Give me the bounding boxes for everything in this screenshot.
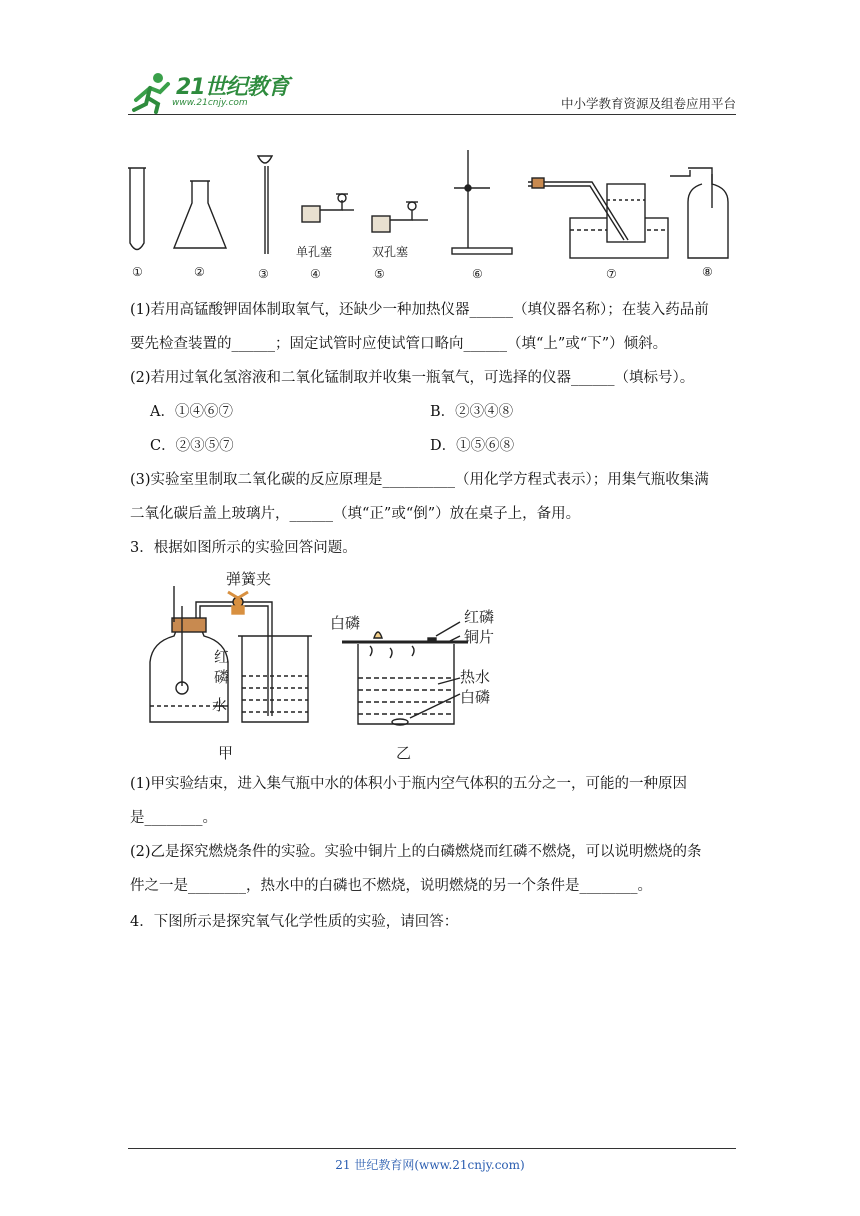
footer-divider	[128, 1148, 736, 1149]
beaker-jia-icon	[242, 636, 308, 722]
label-red-p-top: 红磷	[464, 608, 495, 626]
q2-option-d[interactable]: D．①⑤⑥⑧	[430, 438, 515, 454]
apparatus-label-3: ③	[258, 267, 269, 281]
spring-clamp-icon	[228, 592, 248, 614]
apparatus-figure	[122, 148, 742, 288]
label-hot-water: 热水	[460, 668, 491, 686]
q2-option-c[interactable]: C．②③⑤⑦	[150, 438, 234, 454]
gas-bottle-icon	[688, 168, 728, 258]
apparatus-label-1: ①	[132, 265, 143, 279]
single-stopper-name: 单孔塞	[296, 245, 333, 259]
label-red-p-2: 磷	[214, 668, 230, 686]
label-white-p-top: 白磷	[330, 614, 361, 632]
label-water: 水	[212, 696, 228, 714]
flame-icon	[374, 632, 382, 638]
logo-text: 21世纪教育	[176, 75, 289, 100]
q3-part1-line1: (1)甲实验结束，进入集气瓶中水的体积小于瓶内空气体积的五分之一，可能的一种原因	[130, 776, 688, 792]
double-hole-stopper-icon	[372, 216, 390, 232]
q4-title: 4．下图所示是探究氧气化学性质的实验，请回答：	[130, 914, 459, 930]
header-divider	[128, 114, 736, 115]
conical-flask-icon	[174, 181, 226, 248]
q2-option-b[interactable]: B．②③④⑧	[430, 404, 514, 420]
label-jia: 甲	[218, 744, 234, 762]
label-spring-clamp: 弹簧夹	[226, 570, 272, 588]
label-red-p-1: 红	[214, 648, 230, 666]
q2-part3-line1: (3)实验室里制取二氧化碳的反应原理是__________（用化学方程式表示）；用集气瓶收集满	[130, 472, 709, 488]
long-neck-funnel-icon	[258, 156, 272, 163]
runner-logo-icon	[128, 70, 176, 114]
double-stopper-name: 双孔塞	[372, 245, 409, 259]
apparatus-label-5: ⑤	[374, 267, 385, 281]
single-hole-stopper-icon	[302, 206, 320, 222]
logo-url: www.21cnjy.com	[172, 98, 248, 108]
q3-part2-line1: (2)乙是探究燃烧条件的实验。实验中铜片上的白磷燃烧而红磷不燃烧，可以说明燃烧的条	[130, 844, 702, 860]
q2-part2: (2)若用过氧化氢溶液和二氧化锰制取并收集一瓶氧气，可选择的仪器______（填标号）。	[130, 370, 695, 386]
label-yi: 乙	[396, 744, 412, 762]
q2-option-a[interactable]: A．①④⑥⑦	[150, 404, 233, 420]
platform-title: 中小学教育资源及组卷应用平台	[560, 96, 736, 111]
footer-link[interactable]: 21 世纪教育网(www.21cnjy.com)	[335, 1158, 525, 1172]
q2-part3-line2: 二氧化碳后盖上玻璃片，______（填“正”或“倒”）放在桌子上，备用。	[130, 506, 581, 522]
q3-title: 3．根据如图所示的实验回答问题。	[130, 540, 357, 556]
apparatus-label-6: ⑥	[472, 267, 483, 281]
q2-part1-line1: (1)若用高锰酸钾固体制取氧气，还缺少一种加热仪器______（填仪器名称）；在装入药品前	[130, 302, 709, 318]
label-white-p-bottom: 白磷	[460, 688, 491, 706]
q2-part1-line2: 要先检查装置的______；固定试管时应使试管口略向______（填“上”或“下”）倾斜。	[130, 336, 668, 352]
q3-part1-line2: 是________。	[130, 810, 217, 826]
site-logo	[128, 70, 298, 114]
experiment-figure	[138, 566, 518, 766]
apparatus-label-7: ⑦	[606, 267, 617, 281]
apparatus-label-8: ⑧	[702, 265, 713, 279]
apparatus-label-4: ④	[310, 267, 321, 281]
q3-part2-line2: 件之一是________，热水中的白磷也不燃烧，说明燃烧的另一个条件是________。	[130, 878, 652, 894]
label-copper: 铜片	[464, 628, 495, 646]
page-header	[128, 62, 736, 116]
test-tube-icon	[130, 168, 144, 250]
apparatus-label-2: ②	[194, 265, 205, 279]
